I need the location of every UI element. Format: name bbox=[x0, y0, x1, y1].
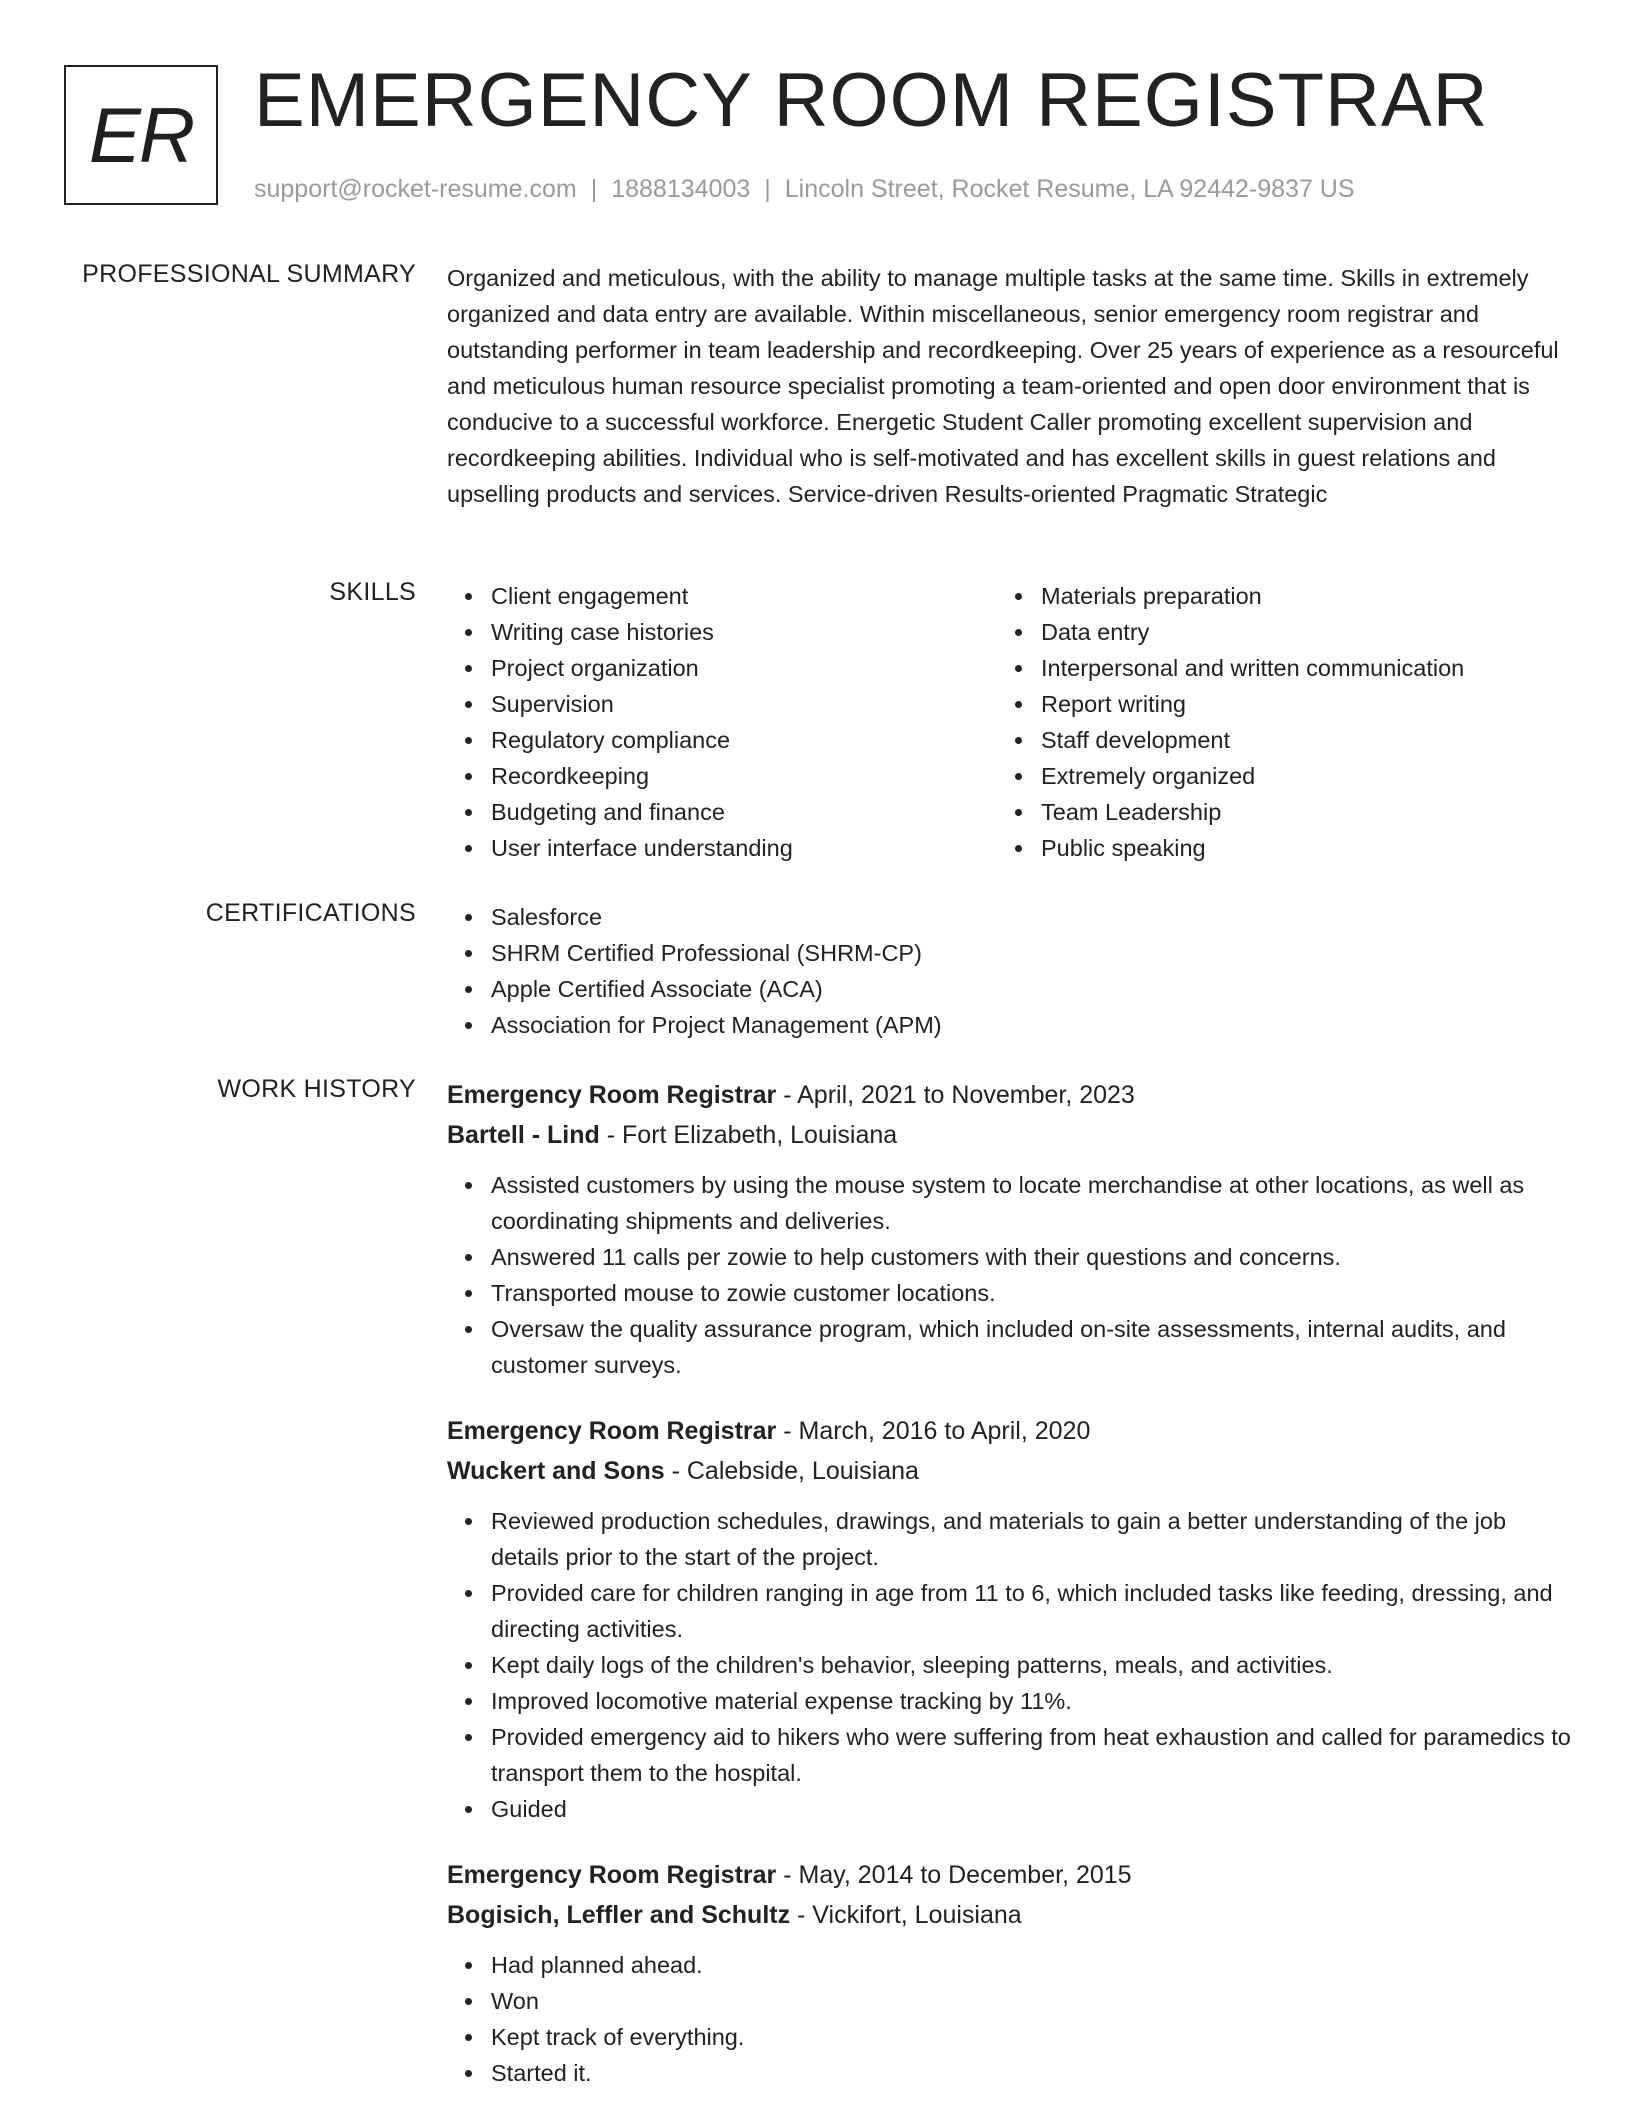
job-dates: - May, 2014 to December, 2015 bbox=[776, 1861, 1132, 1889]
job-bullet: Transported mouse to zowie customer locations. bbox=[491, 1275, 1572, 1311]
skill-item: Staff development bbox=[1041, 722, 1547, 758]
job-bullet: Kept track of everything. bbox=[491, 2019, 1572, 2055]
job-bullet: Provided emergency aid to hikers who were suffering from heat exhaustion and called for paramedics to transport them to the hospital. bbox=[491, 1719, 1572, 1791]
job-location: - Vickifort, Louisiana bbox=[790, 1901, 1022, 1929]
job-location: - Calebside, Louisiana bbox=[664, 1457, 919, 1485]
job-title: Emergency Room Registrar bbox=[447, 1081, 777, 1109]
job-bullet: Oversaw the quality assurance program, which included on-site assessments, internal audits, and customer surveys. bbox=[491, 1311, 1572, 1383]
job-bullet: Had planned ahead. bbox=[491, 1947, 1572, 1983]
job-bullet: Improved locomotive material expense tracking by 11%. bbox=[491, 1683, 1572, 1719]
job-entry bbox=[447, 1075, 1572, 1383]
job-title-line bbox=[447, 1075, 1572, 1115]
job-dates: - April, 2021 to November, 2023 bbox=[776, 1081, 1135, 1109]
job-title-line bbox=[447, 1855, 1572, 1895]
skill-item: Regulatory compliance bbox=[491, 722, 997, 758]
job-company: Wuckert and Sons bbox=[447, 1457, 665, 1485]
certification-item: SHRM Certified Professional (SHRM-CP) bbox=[491, 935, 1572, 971]
job-entry bbox=[447, 1411, 1572, 1827]
skill-item: Writing case histories bbox=[491, 614, 997, 650]
candidate-title: EMERGENCY ROOM REGISTRAR bbox=[254, 58, 1489, 143]
skill-item: Interpersonal and written communication bbox=[1041, 650, 1547, 686]
job-company-line bbox=[447, 1115, 1572, 1155]
skill-item: Budgeting and finance bbox=[491, 794, 997, 830]
skill-item: Extremely organized bbox=[1041, 758, 1547, 794]
skill-item: Report writing bbox=[1041, 686, 1547, 722]
job-bullet: Guided bbox=[491, 1791, 1572, 1827]
skill-item: Supervision bbox=[491, 686, 997, 722]
job-bullet: Started it. bbox=[491, 2055, 1572, 2091]
contact-address: Lincoln Street, Rocket Resume, LA 92442-9837 US bbox=[784, 175, 1355, 203]
skill-item: Team Leadership bbox=[1041, 794, 1547, 830]
skill-item: Data entry bbox=[1041, 614, 1547, 650]
job-dates: - March, 2016 to April, 2020 bbox=[776, 1417, 1091, 1445]
job-title: Emergency Room Registrar bbox=[447, 1417, 777, 1445]
job-location: - Fort Elizabeth, Louisiana bbox=[599, 1121, 898, 1149]
job-company: Bartell - Lind bbox=[447, 1121, 600, 1149]
job-company: Bogisich, Leffler and Schultz bbox=[447, 1901, 791, 1929]
section-label-certifications: CERTIFICATIONS bbox=[205, 899, 416, 927]
skill-item: User interface understanding bbox=[491, 830, 997, 866]
skill-item: Client engagement bbox=[491, 578, 997, 614]
skill-item: Recordkeeping bbox=[491, 758, 997, 794]
monogram-logo: ER bbox=[64, 65, 218, 205]
contact-line bbox=[254, 175, 1355, 204]
job-company-line bbox=[447, 1451, 1572, 1491]
job-bullets bbox=[447, 1947, 1572, 2091]
job-title-line bbox=[447, 1411, 1572, 1451]
job-bullet: Answered 11 calls per zowie to help customers with their questions and concerns. bbox=[491, 1239, 1572, 1275]
job-bullet: Provided care for children ranging in age from 11 to 6, which included tasks like feeding, dressing, and directing activities. bbox=[491, 1575, 1572, 1647]
certification-item: Association for Project Management (APM) bbox=[491, 1007, 1572, 1043]
section-label-skills: SKILLS bbox=[329, 578, 416, 606]
contact-separator: | bbox=[590, 175, 598, 203]
skills-list-left bbox=[447, 578, 997, 866]
contact-separator: | bbox=[764, 175, 771, 203]
contact-phone: 1888134003 bbox=[611, 175, 751, 203]
resume-header bbox=[64, 58, 1584, 215]
job-bullet: Won bbox=[491, 1983, 1572, 2019]
skill-item: Materials preparation bbox=[1041, 578, 1547, 614]
certifications-list bbox=[447, 899, 1572, 1043]
section-label-work-history: WORK HISTORY bbox=[217, 1075, 416, 1103]
summary-text: Organized and meticulous, with the ability to manage multiple tasks at the same time. Skills in extremely organized and data entry are available. Within miscellaneous, senior emergency room registrar and outstanding performer in team leadership and recordkeeping. Over 25 years of experience as a resourceful and meticulous human resource specialist promoting a team-oriented and open door environment that is conducive to a successful workforce. Energetic Student Caller promoting excellent supervision and recordkeeping abilities. Individual who is self-motivated and has excellent skills in guest relations and upselling products and services. Service-driven Results-oriented Pragmatic Strategic bbox=[447, 265, 1559, 507]
certification-item: Salesforce bbox=[491, 899, 1572, 935]
skill-item: Project organization bbox=[491, 650, 997, 686]
section-label-summary: PROFESSIONAL SUMMARY bbox=[82, 260, 416, 288]
job-bullets bbox=[447, 1503, 1572, 1827]
contact-email: support@rocket-resume.com bbox=[254, 175, 577, 203]
skill-item: Public speaking bbox=[1041, 830, 1547, 866]
job-bullet: Kept daily logs of the children's behavior, sleeping patterns, meals, and activities. bbox=[491, 1647, 1572, 1683]
certification-item: Apple Certified Associate (ACA) bbox=[491, 971, 1572, 1007]
job-bullet: Assisted customers by using the mouse system to locate merchandise at other locations, as well as coordinating shipments and deliveries. bbox=[491, 1167, 1572, 1239]
job-company-line bbox=[447, 1895, 1572, 1935]
job-bullets bbox=[447, 1167, 1572, 1383]
skills-list-right bbox=[997, 578, 1547, 866]
job-bullet: Reviewed production schedules, drawings, and materials to gain a better understanding of the job details prior to the start of the project. bbox=[491, 1503, 1572, 1575]
job-title: Emergency Room Registrar bbox=[447, 1861, 777, 1889]
job-entry bbox=[447, 1855, 1572, 2091]
